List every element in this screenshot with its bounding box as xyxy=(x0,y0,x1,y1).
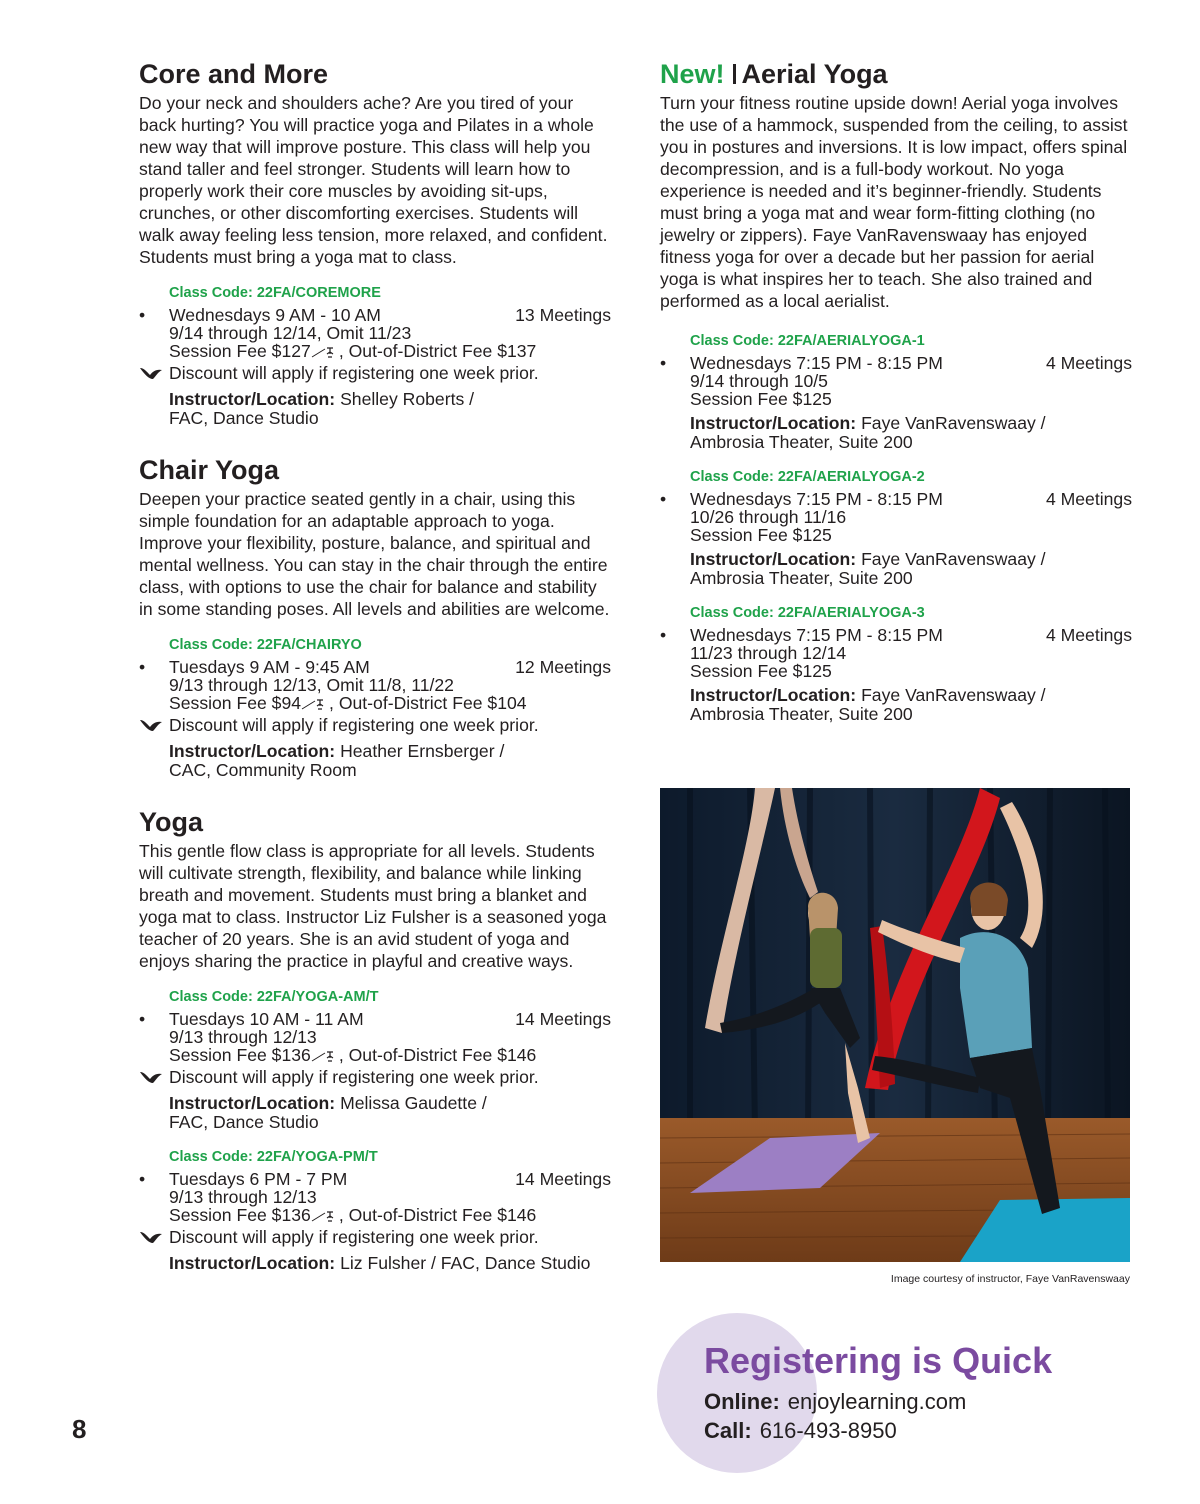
left-column xyxy=(139,58,611,1299)
instructor-label: Instructor/Location: xyxy=(169,1253,336,1273)
class-offering xyxy=(660,604,1132,724)
instructor-location xyxy=(169,1094,611,1132)
meeting-count: 4 Meetings xyxy=(1045,625,1132,645)
discount-text: Discount will apply if registering one week prior. xyxy=(169,363,539,383)
bullet: • xyxy=(660,353,667,373)
session-fee: Session Fee $136 xyxy=(169,1205,311,1225)
schedule-row xyxy=(139,657,611,677)
instructor-label: Instructor/Location: xyxy=(169,1093,336,1113)
class-title-text: Aerial Yoga xyxy=(741,59,888,89)
class-code: Class Code: 22FA/AERIALYOGA-3 xyxy=(690,605,925,621)
early-bird-icon xyxy=(139,1230,163,1244)
discount-note xyxy=(169,714,611,736)
class-core-and-more xyxy=(139,58,611,428)
senior-discount-icon xyxy=(301,697,329,711)
instructor-location xyxy=(690,686,1132,724)
bullet: • xyxy=(660,625,667,645)
instructor-location xyxy=(169,1254,611,1273)
instructor-name: Faye VanRavenswaay / xyxy=(861,549,1046,569)
meeting-count: 14 Meetings xyxy=(515,1009,611,1029)
location: Ambrosia Theater, Suite 200 xyxy=(690,432,913,452)
online-label: Online: xyxy=(704,1389,780,1414)
session-fee: Session Fee $136 xyxy=(169,1045,311,1065)
location: CAC, Community Room xyxy=(169,760,357,780)
class-title: Core and More xyxy=(139,59,329,89)
discount-text: Discount will apply if registering one week prior. xyxy=(169,1067,539,1087)
instructor-location xyxy=(169,742,611,780)
out-of-district-fee: , Out-of-District Fee $104 xyxy=(329,693,527,713)
meeting-count: 4 Meetings xyxy=(1045,353,1132,373)
schedule: Tuesdays 9 AM - 9:45 AM xyxy=(169,657,370,677)
instructor-name: Liz Fulsher / FAC, Dance Studio xyxy=(340,1253,591,1273)
class-yoga xyxy=(139,806,611,1273)
instructor-name: Faye VanRavenswaay / xyxy=(861,685,1046,705)
photo-caption: Image courtesy of instructor, Faye VanRavenswaay xyxy=(890,1273,1130,1285)
instructor-location xyxy=(169,390,611,428)
class-offering xyxy=(139,284,611,428)
schedule: Wednesdays 7:15 PM - 8:15 PM xyxy=(690,489,943,509)
discount-note xyxy=(169,1226,611,1248)
bullet: • xyxy=(139,1009,146,1029)
schedule-row xyxy=(660,353,1132,373)
schedule: Tuesdays 6 PM - 7 PM xyxy=(169,1169,348,1189)
instructor-name: Faye VanRavenswaay / xyxy=(861,413,1046,433)
discount-note xyxy=(169,1066,611,1088)
session-fee: Session Fee $94 xyxy=(169,693,302,713)
class-offering xyxy=(139,636,611,780)
session-fee: Session Fee $125 xyxy=(690,525,832,545)
dates: 9/13 through 12/13 xyxy=(169,1187,317,1207)
fees xyxy=(169,694,611,712)
class-code: Class Code: 22FA/CHAIRYO xyxy=(169,637,362,653)
call-label: Call: xyxy=(704,1418,752,1443)
schedule: Wednesdays 9 AM - 10 AM xyxy=(169,305,381,325)
fees xyxy=(169,1206,611,1224)
schedule-row xyxy=(139,1169,611,1189)
instructor-location xyxy=(690,550,1132,588)
dates: 9/14 through 12/14, Omit 11/23 xyxy=(169,323,412,343)
dates: 10/26 through 11/16 xyxy=(690,507,847,527)
class-offering xyxy=(139,988,611,1132)
schedule-row xyxy=(139,1009,611,1029)
class-code: Class Code: 22FA/AERIALYOGA-1 xyxy=(690,333,925,349)
registration-title: Registering is Quick xyxy=(704,1340,1053,1381)
class-offering xyxy=(139,1148,611,1273)
class-aerial-yoga xyxy=(660,58,1132,724)
registration-call xyxy=(704,1418,897,1444)
dates: 11/23 through 12/14 xyxy=(690,643,847,663)
discount-text: Discount will apply if registering one week prior. xyxy=(169,715,539,735)
location: Ambrosia Theater, Suite 200 xyxy=(690,568,913,588)
class-description: Deepen your practice seated gently in a chair, using this simple foundation for an adaptable approach to yoga. Improve your flexibility, posture, balance, and spiritual and mental wellness. You can stay in the chair through the entire class, with options to use the chair for balance and stability in some standing poses. All levels and abilities are welcome. xyxy=(139,489,610,619)
schedule-row xyxy=(139,305,611,325)
phone-number[interactable]: 616-493-8950 xyxy=(759,1418,897,1443)
senior-discount-icon xyxy=(311,345,339,359)
location: FAC, Dance Studio xyxy=(169,408,319,428)
early-bird-icon xyxy=(139,1070,163,1084)
instructor-name: Heather Ernsberger / xyxy=(340,741,505,761)
fees xyxy=(169,1046,611,1064)
dates: 9/13 through 12/13, Omit 11/8, 11/22 xyxy=(169,675,454,695)
class-code: Class Code: 22FA/YOGA-PM/T xyxy=(169,1149,378,1165)
class-code: Class Code: 22FA/AERIALYOGA-2 xyxy=(690,469,925,485)
bullet: • xyxy=(660,489,667,509)
discount-text: Discount will apply if registering one week prior. xyxy=(169,1227,539,1247)
session-fee: Session Fee $125 xyxy=(690,389,832,409)
aerial-yoga-photo xyxy=(660,788,1130,1262)
schedule-row xyxy=(660,625,1132,645)
registration-online xyxy=(704,1389,966,1415)
instructor-location xyxy=(690,414,1132,452)
instructor-label: Instructor/Location: xyxy=(169,741,336,761)
instructor-label: Instructor/Location: xyxy=(690,413,857,433)
meeting-count: 13 Meetings xyxy=(515,305,611,325)
schedule: Wednesdays 7:15 PM - 8:15 PM xyxy=(690,625,943,645)
class-description: Turn your fitness routine upside down! Aerial yoga involves the use of a hammock, suspended from the ceiling, to assist you in postures and inversions. It is low impact, offers spinal decompression, and is a full-body workout. No yoga experience is needed and it’s beginner-friendly. Students must bring a yoga mat and wear form-fitting clothing (no jewelry or zippers). Faye VanRavenswaay has enjoyed fitness yoga for over a decade but her passion for aerial yoga is what inspires her to teach. She also trained and performed as a local aerialist. xyxy=(660,93,1128,311)
instructor-label: Instructor/Location: xyxy=(690,549,857,569)
meeting-count: 4 Meetings xyxy=(1045,489,1132,509)
early-bird-icon xyxy=(139,366,163,380)
instructor-label: Instructor/Location: xyxy=(169,389,336,409)
fees xyxy=(169,342,611,360)
session-fee: Session Fee $125 xyxy=(690,661,832,681)
discount-note xyxy=(169,362,611,384)
class-code: Class Code: 22FA/COREMORE xyxy=(169,285,381,301)
page-number: 8 xyxy=(72,1414,87,1444)
right-column xyxy=(660,58,1132,750)
bullet: • xyxy=(139,657,146,677)
online-link[interactable]: enjoylearning.com xyxy=(787,1389,967,1414)
new-badge: New! xyxy=(660,59,725,89)
class-title: Chair Yoga xyxy=(139,455,280,485)
location: Ambrosia Theater, Suite 200 xyxy=(690,704,913,724)
out-of-district-fee: , Out-of-District Fee $137 xyxy=(338,341,537,361)
session-fee: Session Fee $127 xyxy=(169,341,311,361)
meeting-count: 12 Meetings xyxy=(515,657,611,677)
dates: 9/14 through 10/5 xyxy=(690,371,828,391)
early-bird-icon xyxy=(139,718,163,732)
schedule: Wednesdays 7:15 PM - 8:15 PM xyxy=(690,353,943,373)
instructor-name: Shelley Roberts / xyxy=(340,389,475,409)
class-description: This gentle flow class is appropriate for all levels. Students will cultivate strength, flexibility, and balance while linking breath and movement. Students must bring a blanket and yoga mat to class. Instructor Liz Fulsher is a seasoned yoga teacher of 20 years. She is an avid student of yoga and enjoys sharing the practice in playful and creative ways. xyxy=(139,841,607,971)
class-title: Yoga xyxy=(139,807,204,837)
bullet: • xyxy=(139,1169,146,1189)
dates: 9/13 through 12/13 xyxy=(169,1027,317,1047)
class-title xyxy=(660,58,1132,90)
class-code: Class Code: 22FA/YOGA-AM/T xyxy=(169,989,379,1005)
senior-discount-icon xyxy=(311,1049,339,1063)
class-chair-yoga xyxy=(139,454,611,780)
instructor-name: Melissa Gaudette / xyxy=(340,1093,487,1113)
out-of-district-fee: , Out-of-District Fee $146 xyxy=(338,1205,537,1225)
bullet: • xyxy=(139,305,146,325)
location: FAC, Dance Studio xyxy=(169,1112,319,1132)
schedule-row xyxy=(660,489,1132,509)
title-divider xyxy=(733,64,736,84)
senior-discount-icon xyxy=(311,1209,339,1223)
class-offering xyxy=(660,332,1132,452)
out-of-district-fee: , Out-of-District Fee $146 xyxy=(338,1045,537,1065)
meeting-count: 14 Meetings xyxy=(515,1169,611,1189)
instructor-label: Instructor/Location: xyxy=(690,685,857,705)
class-offering xyxy=(660,468,1132,588)
photo-illustration xyxy=(660,788,1130,1262)
class-description: Do your neck and shoulders ache? Are you tired of your back hurting? You will practice yoga and Pilates in a whole new way that will improve posture. This class will help you stand taller and feel stronger. Students will learn how to properly work their core muscles by avoiding sit-ups, crunches, or other discomforting exercises. Students will walk away feeling less tension, more relaxed, and confident. Students must bring a yoga mat to class. xyxy=(139,93,608,267)
schedule: Tuesdays 10 AM - 11 AM xyxy=(169,1009,364,1029)
